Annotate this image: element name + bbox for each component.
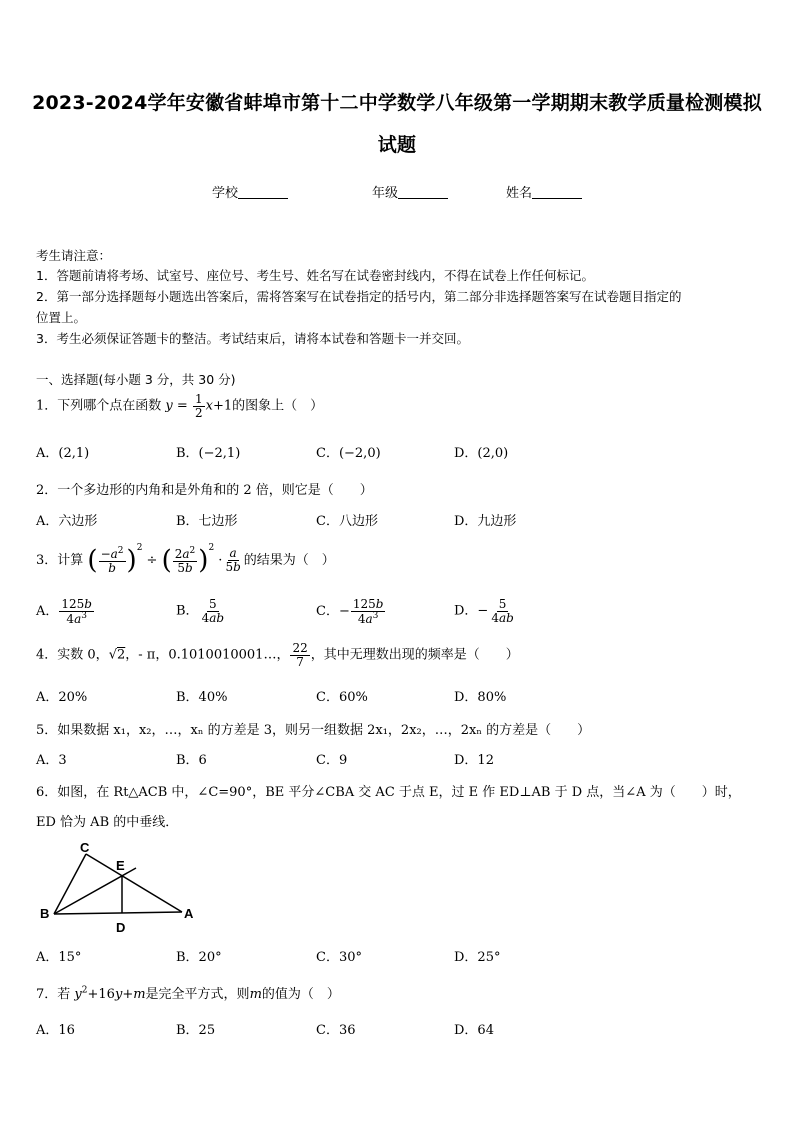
q2-option-a[interactable]: A．六边形	[36, 514, 98, 529]
q6-option-d[interactable]: D．25°	[454, 950, 501, 965]
q6-option-c[interactable]: C．30°	[316, 950, 362, 965]
question-3: 3．计算 ( $\frac{-a^2}{b}$ )$^2$ ÷ ( $\frac{2a^2}{5b}$ )$^2$ · $\frac{a}{5b}$ 的结果为（ ）	[36, 543, 335, 576]
q1-option-b[interactable]: B．(−2,1)	[176, 446, 241, 461]
q5-option-a[interactable]: A．3	[36, 753, 67, 768]
school-field	[212, 182, 288, 201]
q5-option-d[interactable]: D．12	[454, 753, 494, 768]
q4-option-a[interactable]: A．20%	[36, 690, 88, 705]
q3-option-b[interactable]: B． $\frac{5}{4ab}$	[176, 597, 225, 625]
grade-field	[372, 182, 448, 201]
label-b: B	[40, 906, 50, 921]
section-heading: 一、选择题(每小题 3 分，共 30 分)	[36, 372, 236, 387]
notice-item: 1．答题前请将考场、试室号、座位号、考生号、姓名写在试卷密封线内，不得在试卷上作任何标记。	[36, 268, 594, 283]
q2-option-b[interactable]: B．七边形	[176, 514, 238, 529]
notice-item: 2．第一部分选择题每小题选出答案后，需将答案写在试卷指定的括号内，第二部分非选择题答案写在试卷题目指定的	[36, 289, 682, 304]
name-label: 姓名	[506, 186, 533, 201]
q4-option-d[interactable]: D．80%	[454, 690, 507, 705]
question-1: 1．下列哪个点在函数 y = $\frac{1}{2}$ x+1的图象上（ ）	[36, 392, 324, 420]
q3-option-c[interactable]: C．− $\frac{125b}{4a^3}$	[316, 597, 384, 626]
fraction: $\frac{1}{2}$	[194, 392, 203, 420]
name-field	[506, 182, 582, 201]
q2-option-c[interactable]: C．八边形	[316, 514, 378, 529]
q1-option-c[interactable]: C．(−2,0)	[316, 446, 381, 461]
q3-option-d[interactable]: D．− $\frac{5}{4ab}$	[454, 597, 514, 625]
question-5: 5．如果数据 x₁，x₂，…，xₙ 的方差是 3，则另一组数据 2x₁，2x₂，…，2xₙ 的方差是（ ）	[36, 723, 591, 738]
paper-title-line2: 试题	[377, 134, 417, 156]
notice-item: 位置上。	[36, 310, 87, 325]
q2-option-d[interactable]: D．九边形	[454, 514, 517, 529]
question-6: 6．如图，在 Rt△ACB 中，∠C=90°，BE 平分∠CBA 交 AC 于点 E，过 E 作 ED⊥AB 于 D 点，当∠A 为（ ）时，	[36, 785, 741, 800]
label-e: E	[116, 858, 125, 873]
q7-option-d[interactable]: D．64	[454, 1023, 494, 1038]
segment-ca	[86, 854, 182, 912]
q3-option-a[interactable]: A． $\frac{125b}{4a^3}$	[36, 597, 92, 626]
q6-option-b[interactable]: B．20°	[176, 950, 222, 965]
paper-title: 2023-2024学年安徽省蚌埠市第十二中学数学八年级第一学期期末教学质量检测模拟	[32, 92, 762, 114]
question-7: 7．若 $y^2+16y+m$是完全平方式，则m的值为（ ）	[36, 985, 340, 1002]
q7-option-b[interactable]: B．25	[176, 1023, 216, 1038]
q7-option-a[interactable]: A．16	[36, 1023, 75, 1038]
label-d: D	[116, 920, 126, 935]
question-6-line2: ED 恰为 AB 的中垂线．	[36, 815, 179, 830]
segment-ba	[54, 912, 182, 914]
label-a: A	[184, 906, 194, 921]
notice-item: 3．考生必须保证答题卡的整洁。考试结束后，请将本试卷和答题卡一并交回。	[36, 331, 469, 346]
sqrt-2: √2	[108, 647, 126, 663]
notice-heading: 考生请注意：	[36, 248, 112, 263]
grade-label: 年级	[372, 186, 399, 201]
q4-option-c[interactable]: C．60%	[316, 690, 368, 705]
q1-option-a[interactable]: A．(2,1)	[36, 446, 90, 461]
q5-option-c[interactable]: C．9	[316, 753, 348, 768]
question-2: 2．一个多边形的内角和是外角和的 2 倍，则它是（ ）	[36, 483, 373, 498]
q1-option-d[interactable]: D．(2,0)	[454, 446, 509, 461]
q5-option-b[interactable]: B．6	[176, 753, 207, 768]
q6-option-a[interactable]: A．15°	[36, 950, 82, 965]
q7-option-c[interactable]: C．36	[316, 1023, 356, 1038]
question-4: 4．实数 0，√2，- π，0.1010010001…， $\frac{22}{7}$ ，其中无理数出现的频率是（ ）	[36, 641, 519, 669]
triangle-diagram	[34, 836, 204, 936]
label-c: C	[80, 840, 90, 855]
q4-option-b[interactable]: B．40%	[176, 690, 228, 705]
school-label: 学校	[212, 186, 239, 201]
